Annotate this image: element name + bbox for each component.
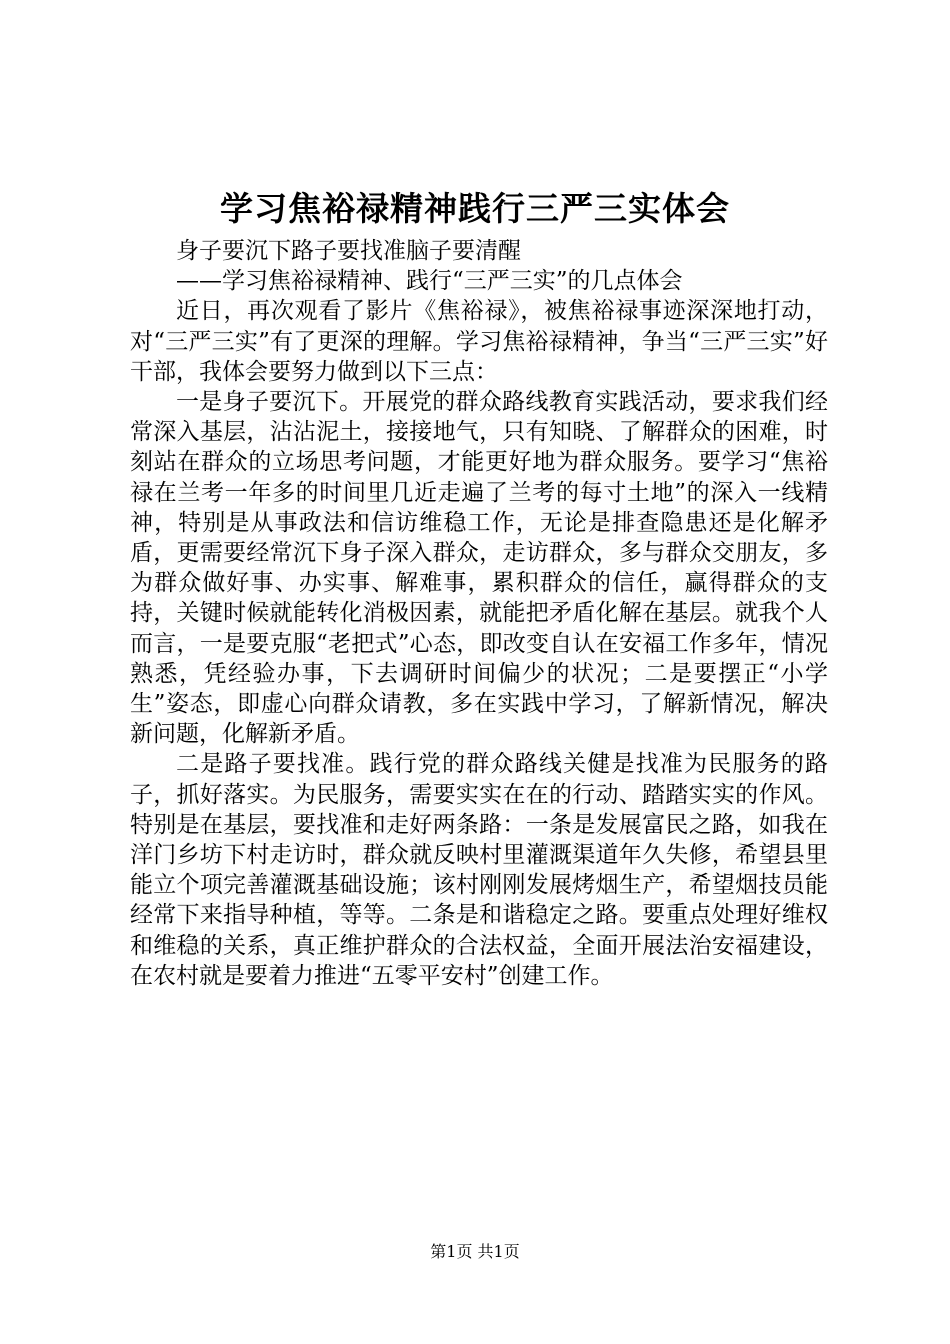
document-title: 学习焦裕禄精神践行三严三实体会 xyxy=(220,189,730,228)
page-number-footer: 第1页 共1页 xyxy=(430,1242,520,1261)
paragraph-point-one: 一是身子要沉下。开展党的群众路线教育实践活动，要求我们经常深入基层，沾沾泥土，接接地气，只有知晓、了解群众的困难，时刻站在群众的立场思考问题，才能更好地为群众服务。要学习“焦裕禄在兰考一年多的时间里几近走遍了兰考的每寸土地”的深入一线精神，特别是从事政法和信访维稳工作，无论是排查隐患还是化解矛盾，更需要经常沉下身子深入群众，走访群众，多与群众交朋友，多为群众做好事、办实事、解难事，累积群众的信任，赢得群众的支持，关键时候就能转化消极因素，就能把矛盾化解在基层。就我个人而言，一是要克服“老把式”心态，即改变自认在安福工作多年，情况熟悉，凭经验办事，下去调研时间偏少的状况；二是要摆正“小学生”姿态，即虚心向群众请教，多在实践中学习，了解新情况，解决新问题，化解新矛盾。 xyxy=(130,389,828,748)
paragraph-intro: 近日，再次观看了影片《焦裕禄》，被焦裕禄事迹深深地打动，对“三严三实”有了更深的理解。学习焦裕禄精神，争当“三严三实”好干部，我体会要努力做到以下三点： xyxy=(130,298,828,385)
document-body xyxy=(130,236,828,991)
subtitle-line: 身子要沉下路子要找准脑子要清醒 xyxy=(176,238,521,264)
paragraph-point-two: 二是路子要找准。践行党的群众路线关健是找准为民服务的路子，抓好落实。为民服务，需要实实在在的行动、踏踏实实的作风。特别是在基层，要找准和走好两条路：一条是发展富民之路，如我在洋门乡坊下村走访时，群众就反映村里灌溉渠道年久失修，希望县里能立个项完善灌溉基础设施；该村刚刚发展烤烟生产，希望烟技员能经常下来指导种植，等等。二条是和谐稳定之路。要重点处理好维权和维稳的关系，真正维护群众的合法权益，全面开展法治安福建设，在农村就是要着力推进“五零平安村”创建工作。 xyxy=(130,751,828,989)
subtitle-dash-line: ——学习焦裕禄精神、践行“三严三实”的几点体会 xyxy=(176,268,683,295)
